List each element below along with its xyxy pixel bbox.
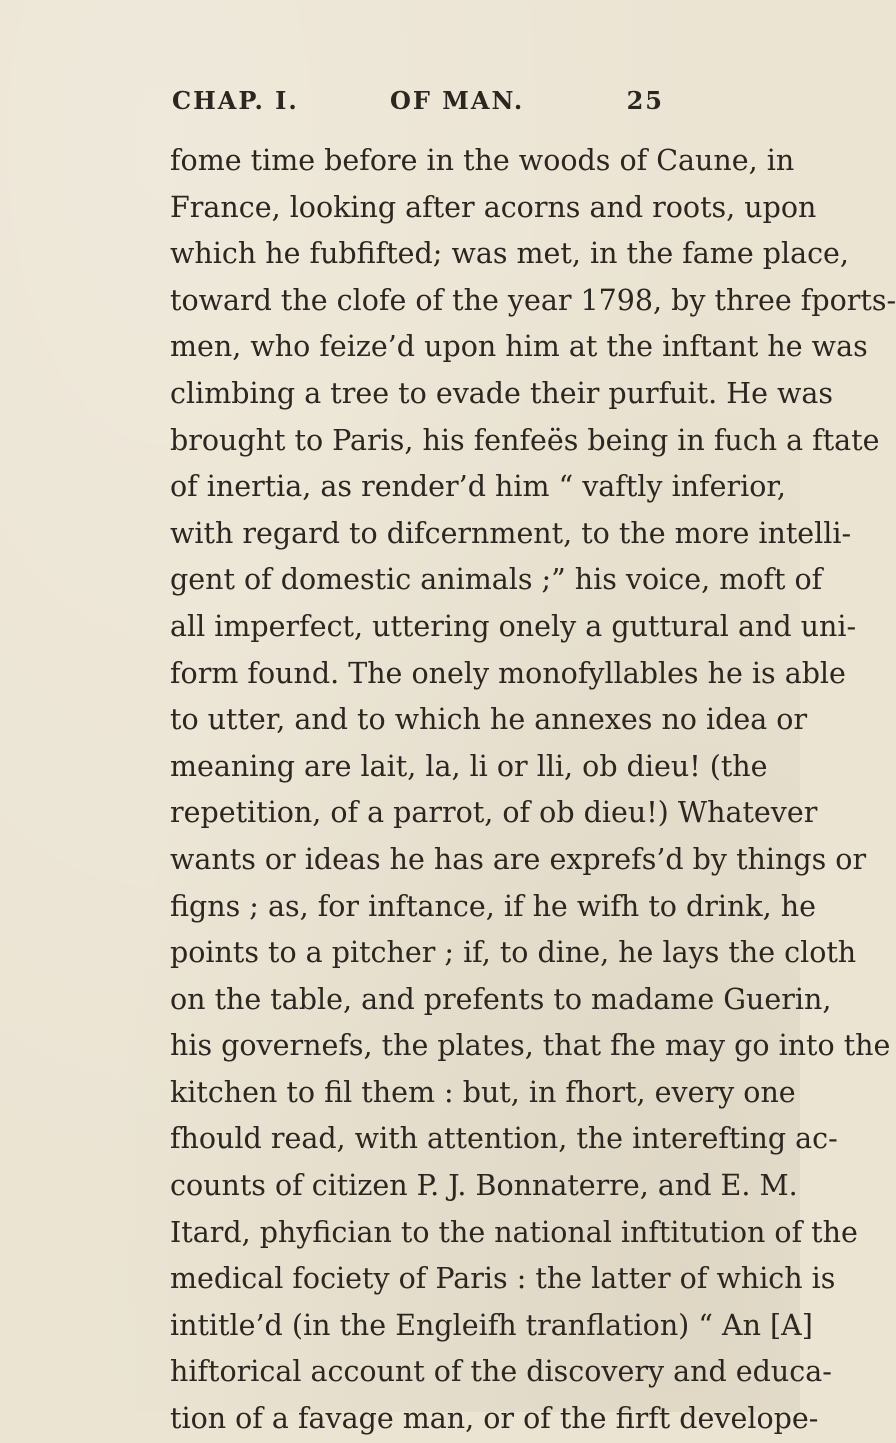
text-line: counts of citizen P. J. Bonnaterre, and E. M. [170, 1169, 798, 1203]
body-text [170, 138, 896, 1443]
text-line: figns ; as, for inftance, if he wifh to drink, he [170, 889, 816, 923]
text-line: intitle’d (in the Engleifh tranflation) “ An [A] [170, 1308, 813, 1342]
text-line: medical fociety of Paris : the latter of which is [170, 1262, 836, 1296]
text-line: with regard to difcernment, to the more intelli- [170, 516, 852, 550]
text-line: his governefs, the plates, that fhe may go into the [170, 1029, 891, 1063]
text-line: repetition, of a parrot, of ob dieu!) Whatever [170, 796, 818, 830]
text-line: brought to Paris, his fenfeës being in fuch a ftate [170, 423, 880, 457]
text-line: gent of domestic animals ;” his voice, moft of [170, 563, 823, 597]
text-line: tion of a favage man, or of the firft develope- [170, 1402, 819, 1436]
text-line: on the table, and prefents to madame Guerin, [170, 982, 832, 1016]
text-line: to utter, and to which he annexes no idea or [170, 703, 808, 737]
text-line: climbing a tree to evade their purfuit. He was [170, 376, 834, 410]
text-line: fhould read, with attention, the interefting ac- [170, 1122, 838, 1156]
running-head [172, 86, 664, 126]
text-line: kitchen to fil them : but, in fhort, every one [170, 1075, 796, 1109]
text-line: Itard, phyfician to the national inftitution of the [170, 1215, 858, 1249]
text-line: form found. The onely monofyllables he is able [170, 656, 846, 690]
text-line: hiftorical account of the discovery and educa- [170, 1355, 832, 1389]
text-line: meaning are lait, la, li or lli, ob dieu! (the [170, 749, 768, 783]
page-number: 25 [626, 86, 664, 115]
text-line: of inertia, as render’d him “ vaftly inferior, [170, 470, 786, 504]
text-line: points to a pitcher ; if, to dine, he lays the cloth [170, 936, 857, 970]
text-line: toward the clofe of the year 1798, by three fports- [170, 283, 896, 317]
text-line: all imperfect, uttering onely a guttural and uni- [170, 609, 857, 643]
text-line: France, looking after acorns and roots, upon [170, 190, 817, 224]
section-title: OF MAN. [390, 86, 525, 115]
chapter-label: CHAP. I. [172, 86, 299, 115]
text-line: men, who feize’d upon him at the inftant he was [170, 330, 868, 364]
text-line: fome time before in the woods of Caune, in [170, 144, 795, 177]
text-line: which he fubfifted; was met, in the fame place, [170, 237, 849, 271]
text-line: wants or ideas he has are exprefs’d by things or [170, 842, 867, 876]
